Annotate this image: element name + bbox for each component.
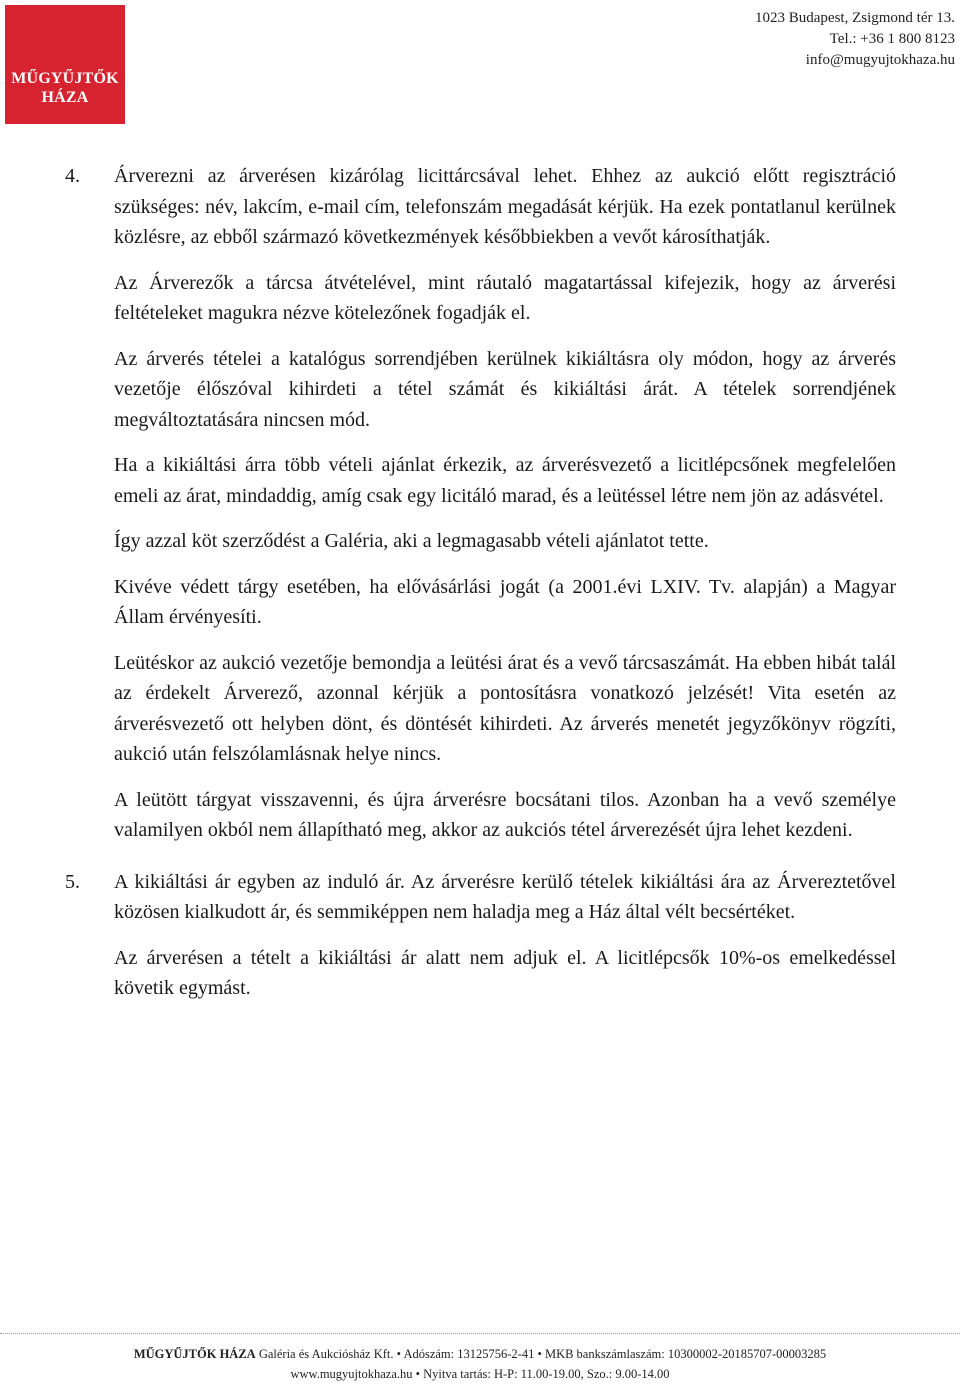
paragraph: A kikiáltási ár egyben az induló ár. Az árverésre kerülő tételek kikiáltási ára az Árvereztetővel közösen kialkudott ár, és semmiképpen nem haladja meg a Ház által vélt becsértéket. bbox=[114, 870, 896, 923]
paragraph: Az árverésen a tételt a kikiáltási ár alatt nem adjuk el. A licitlépcsők 10%-os emelkedéssel követik egymást. bbox=[114, 946, 896, 999]
paragraph: Leütéskor az aukció vezetője bemondja a leütési árat és a vevő tárcsaszámát. Ha ebben hibát talál az érdekelt Árverező, azonnal kérjük a pontosításra vonatkozó jelzését! Vita esetén az árverésvezető ott helyben dönt, és döntését kihirdeti. Az árverés menetét jegyzőkönyv rögzíti, aukció után felszólamlásnak helye nincs. bbox=[114, 651, 896, 765]
section-4 bbox=[65, 161, 896, 861]
document-body bbox=[65, 161, 896, 1019]
contact-email: info@mugyujtokhaza.hu bbox=[805, 52, 955, 68]
section-5 bbox=[65, 867, 896, 1019]
footer-divider bbox=[0, 1333, 960, 1334]
paragraph: Kivéve védett tárgy esetében, ha elővásárlási jogát (a 2001.évi LXIV. Tv. alapján) a Magyar Állam érvényesíti. bbox=[114, 575, 896, 628]
section-text bbox=[114, 867, 896, 1019]
section-number: 4. bbox=[65, 165, 80, 187]
logo-text-line2: HÁZA bbox=[41, 89, 89, 106]
page-footer bbox=[0, 1344, 960, 1384]
paragraph: Árverezni az árverésen kizárólag licittárcsával lehet. Ehhez az aukció előtt regisztráció szükséges: név, lakcím, e-mail cím, telefonszám megadását kérjük. Ha ezek pontatlanul kerülnek közlésre, az ebből származó következmények későbbiekben a vevőt károsíthatják. bbox=[114, 165, 896, 248]
contact-address: 1023 Budapest, Zsigmond tér 13. bbox=[755, 10, 955, 26]
section-number: 5. bbox=[65, 870, 80, 893]
footer-line-2: www.mugyujtokhaza.hu • Nyitva tartás: H-P: 11.00-19.00, Szo.: 9.00-14.00 bbox=[290, 1367, 670, 1381]
footer-line-1 bbox=[0, 1344, 960, 1364]
paragraph: Az árverés tételei a katalógus sorrendjében kerülnek kikiáltásra oly módon, hogy az árverés vezetője élőszóval kihirdeti a tétel számát és kikiáltási árát. A tételek sorrendjének megváltoztatására nincsen mód. bbox=[114, 347, 896, 431]
paragraph: A leütött tárgyat visszavenni, és újra árverésre bocsátani tilos. Azonban ha a vevő személye valamilyen okból nem állapítható meg, akkor az aukciós tétel árverezését újra lehet kezdeni. bbox=[114, 788, 896, 841]
paragraph: Az Árverezők a tárcsa átvételével, mint ráutaló magatartással kifejezik, hogy az árverési feltételeket magukra nézve kötelezőnek fogadják el. bbox=[114, 271, 896, 324]
paragraph: Ha a kikiáltási árra több vételi ajánlat érkezik, az árverésvezető a licitlépcsőnek megfelelően emeli az árat, mindaddig, amíg csak egy licitáló marad, és a leütéssel létre nem jön az adásvétel. bbox=[114, 454, 896, 507]
contact-phone: Tel.: +36 1 800 8123 bbox=[829, 31, 955, 47]
contact-info bbox=[755, 8, 955, 71]
footer-brand: MŰGYŰJTŐK HÁZA bbox=[133, 1347, 256, 1361]
section-text bbox=[114, 161, 896, 861]
company-logo bbox=[5, 5, 125, 124]
logo-text-line1: MŰGYŰJTŐK bbox=[11, 70, 119, 87]
paragraph: Így azzal köt szerződést a Galéria, aki a legmagasabb vételi ajánlatot tette. bbox=[114, 530, 709, 552]
footer-company-details: Galéria és Aukciósház Kft. • Adószám: 13125756-2-41 • MKB bankszámlaszám: 10300002-20185707-00003285 bbox=[258, 1347, 827, 1361]
